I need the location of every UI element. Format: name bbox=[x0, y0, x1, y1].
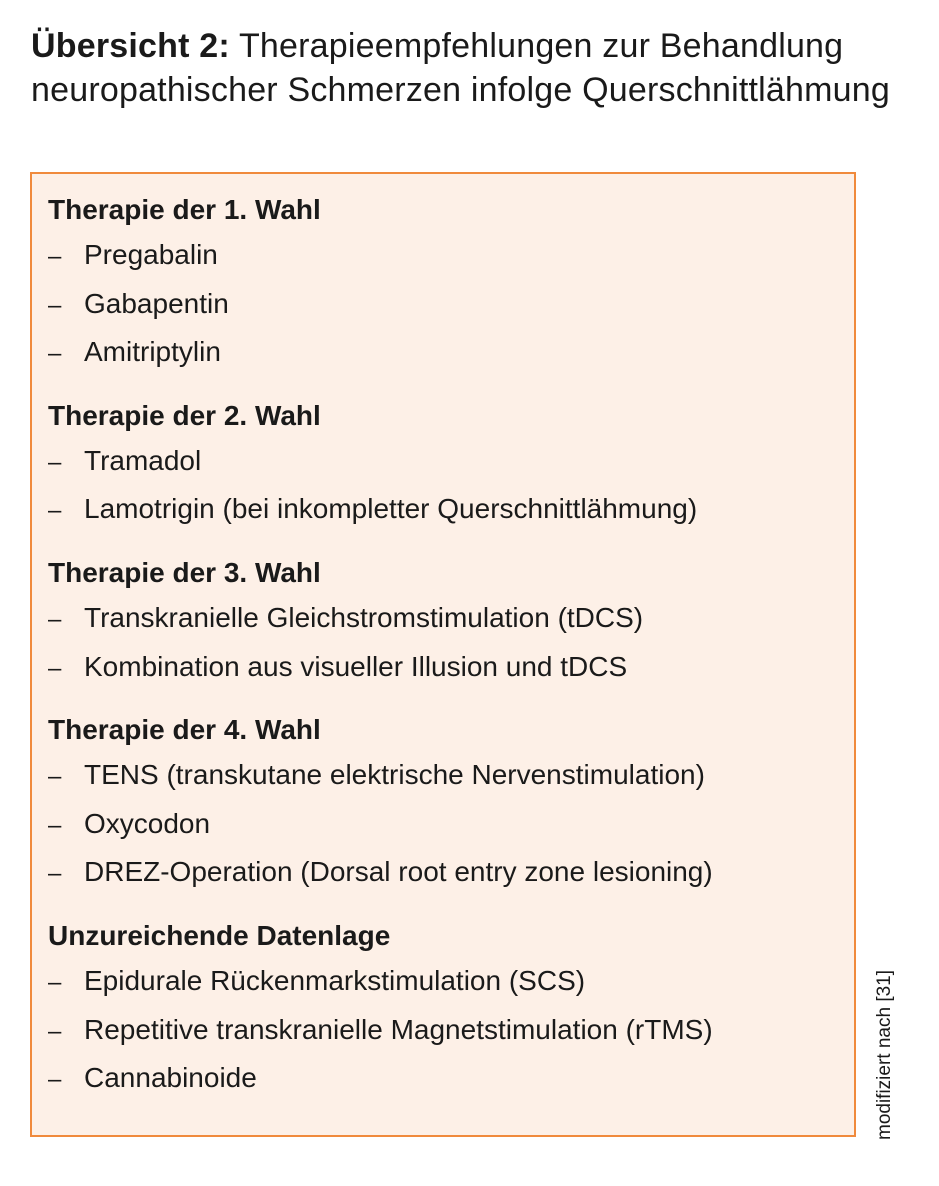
list-item-text: Amitriptylin bbox=[84, 336, 221, 368]
list-item bbox=[48, 595, 838, 644]
dash-bullet: – bbox=[48, 497, 62, 525]
list-item-text: Gabapentin bbox=[84, 287, 229, 319]
list-item bbox=[48, 438, 838, 487]
list-item-text: Cannabinoide bbox=[84, 1062, 257, 1094]
list-item-text: Tramadol bbox=[84, 444, 202, 476]
therapy-section-1 bbox=[48, 192, 838, 378]
section-heading: Unzureichende Datenlage bbox=[48, 919, 391, 951]
section-heading: Therapie der 3. Wahl bbox=[48, 556, 321, 588]
list-item bbox=[48, 801, 838, 850]
list-item bbox=[48, 281, 838, 330]
page-title bbox=[31, 24, 891, 112]
list-item-text: Kombination aus visueller Illusion und tDCS bbox=[84, 650, 628, 682]
dash-bullet: – bbox=[48, 1066, 62, 1094]
list-item-text: Transkranielle Gleichstromstimulation (tDCS) bbox=[84, 601, 644, 633]
dash-bullet: – bbox=[48, 811, 62, 839]
therapy-section-3 bbox=[48, 555, 838, 692]
list-item bbox=[48, 752, 838, 801]
list-item bbox=[48, 958, 838, 1007]
list-item-text: Pregabalin bbox=[84, 239, 218, 270]
list-item-text: Epidurale Rückenmarkstimulation (SCS) bbox=[84, 964, 586, 996]
dash-bullet: – bbox=[48, 860, 62, 888]
list-item-text: DREZ-Operation (Dorsal root entry zone lesioning) bbox=[84, 856, 713, 888]
insufficient-data-section bbox=[48, 918, 838, 1104]
dash-bullet: – bbox=[48, 340, 62, 368]
dash-bullet: – bbox=[48, 291, 62, 319]
dash-bullet: – bbox=[48, 763, 62, 791]
overview-title-text: Therapieempfehlungen zur Behandlung neuropathischer Schmerzen infolge Querschnittlähmung bbox=[31, 27, 890, 109]
therapy-section-2 bbox=[48, 398, 838, 535]
overview-label: Übersicht 2: bbox=[31, 27, 230, 65]
list-item-text: Repetitive transkranielle Magnetstimulation (rTMS) bbox=[84, 1013, 713, 1045]
dash-bullet: – bbox=[48, 654, 62, 682]
list-item bbox=[48, 1007, 838, 1056]
list-item bbox=[48, 1055, 838, 1104]
section-heading: Therapie der 2. Wahl bbox=[48, 399, 321, 431]
list-item bbox=[48, 232, 838, 281]
recommendations-box bbox=[30, 172, 856, 1137]
dash-bullet: – bbox=[48, 1017, 62, 1045]
list-item bbox=[48, 644, 838, 693]
list-item-text: Oxycodon bbox=[84, 807, 211, 839]
list-item bbox=[48, 329, 838, 378]
dash-bullet: – bbox=[48, 605, 62, 633]
dash-bullet: – bbox=[48, 968, 62, 996]
section-heading: Therapie der 4. Wahl bbox=[48, 714, 321, 746]
source-note: modifiziert nach [31] bbox=[874, 969, 895, 1140]
list-item-text: TENS (transkutane elektrische Nervenstimulation) bbox=[84, 759, 705, 791]
list-item bbox=[48, 486, 838, 535]
dash-bullet: – bbox=[48, 243, 62, 270]
list-item-text: Lamotrigin (bei inkompletter Querschnittlähmung) bbox=[84, 493, 698, 525]
list-item bbox=[48, 849, 838, 898]
section-heading: Therapie der 1. Wahl bbox=[48, 194, 321, 225]
therapy-section-4 bbox=[48, 712, 838, 898]
dash-bullet: – bbox=[48, 448, 62, 476]
